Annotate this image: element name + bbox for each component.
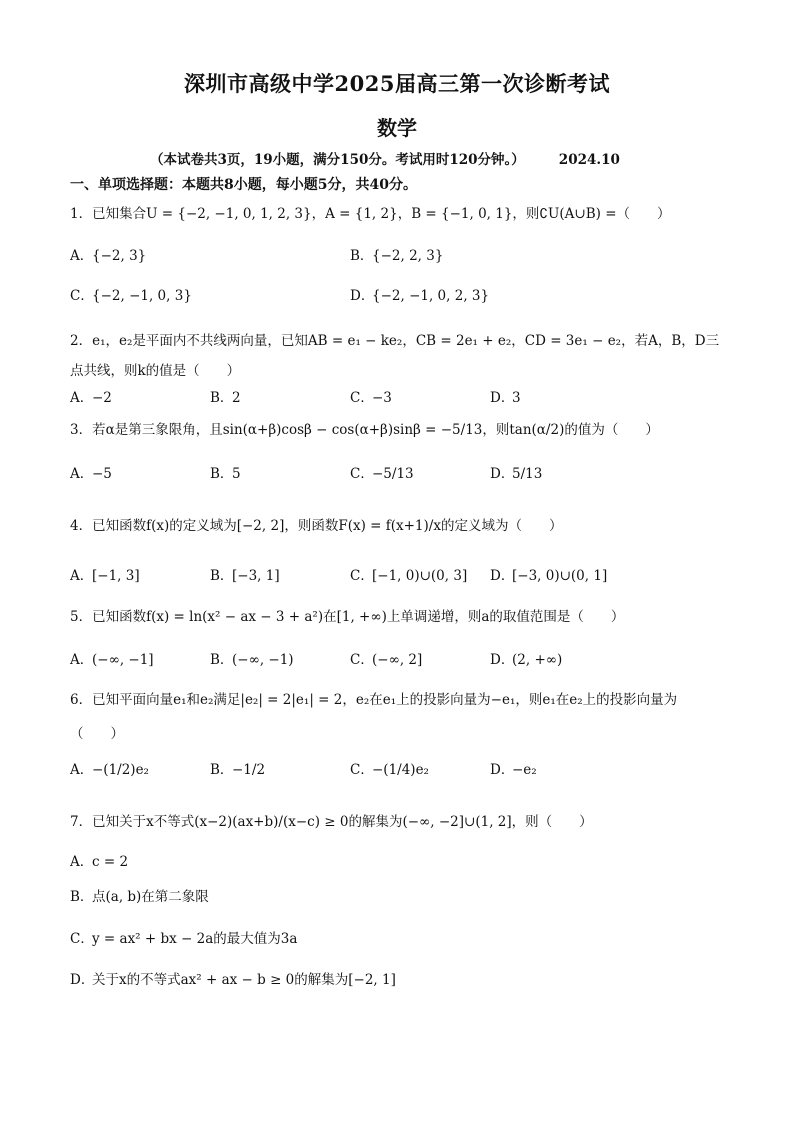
question-4-option-c <box>350 566 467 586</box>
question-3-option-a <box>70 464 112 484</box>
exam-title: 深圳市高级中学2025届高三第一次诊断考试 <box>184 71 610 96</box>
question-1-option-d <box>350 286 489 306</box>
option-label: D． <box>490 762 515 778</box>
section-heading: 一、单项选择题：本题共8小题，每小题5分，共40分。 <box>70 177 417 193</box>
question-2-option-c <box>350 388 392 408</box>
question-3-option-b <box>210 464 241 484</box>
option-text: [−3, 1] <box>232 568 280 584</box>
question-7-option-b <box>70 887 209 907</box>
option-label: A． <box>70 652 94 668</box>
option-text: (−∞, 2] <box>372 652 423 668</box>
question-3-stem: 3．若α是第三象限角，且sin(α+β)cosβ − cos(α+β)sinβ = −5/13，则tan(α/2)的值为（ ） <box>70 422 659 438</box>
option-text: 5/13 <box>512 466 543 482</box>
option-label: B． <box>70 889 94 905</box>
option-text: 关于x的不等式ax² + ax − b ≥ 0的解集为[−2, 1] <box>92 972 396 988</box>
option-label: C． <box>70 931 94 947</box>
option-label: B． <box>210 762 234 778</box>
question-5-option-c <box>350 650 422 670</box>
option-label: B． <box>210 466 234 482</box>
option-text: 5 <box>232 466 241 482</box>
option-text: {−2, −1, 0, 3} <box>92 288 192 304</box>
option-text: (−∞, −1) <box>232 652 294 668</box>
option-text: {−2, 3} <box>92 248 147 264</box>
option-text: {−2, −1, 0, 2, 3} <box>372 288 490 304</box>
option-text: 2 <box>232 390 241 406</box>
option-label: C． <box>70 288 94 304</box>
question-5-option-b <box>210 650 294 670</box>
option-text: −e₂ <box>512 762 537 778</box>
option-label: C． <box>350 762 374 778</box>
option-label: B． <box>210 652 234 668</box>
option-label: B． <box>210 568 234 584</box>
option-text: 点(a, b)在第二象限 <box>92 889 209 905</box>
option-label: C． <box>350 568 374 584</box>
option-label: D． <box>490 466 515 482</box>
question-1-stem: 1．已知集合U = {−2, −1, 0, 1, 2, 3}，A = {1, 2}，B = {−1, 0, 1}，则∁U(A∪B) =（ ） <box>70 206 671 222</box>
question-5-option-d <box>490 650 562 670</box>
option-text: −2 <box>92 390 112 406</box>
exam-date: 2024.10 <box>558 152 620 168</box>
question-7-option-d <box>70 970 396 990</box>
question-2-option-b <box>210 388 241 408</box>
option-label: A． <box>70 248 94 264</box>
question-3-option-c <box>350 464 414 484</box>
question-4-option-d <box>490 566 607 586</box>
question-6-option-c <box>350 760 429 780</box>
option-text: [−1, 3] <box>92 568 140 584</box>
exam-meta <box>150 148 620 168</box>
option-label: A． <box>70 466 94 482</box>
question-1-option-b <box>350 246 443 266</box>
question-2-option-d <box>490 388 521 408</box>
option-text: [−3, 0)∪(0, 1] <box>512 568 608 584</box>
option-text: −5 <box>92 466 112 482</box>
option-label: A． <box>70 854 94 870</box>
question-6-stem-cont: （ ） <box>70 726 124 742</box>
option-text: −3 <box>372 390 392 406</box>
option-text: −(1/4)e₂ <box>372 762 429 778</box>
question-4-option-a <box>70 566 140 586</box>
question-5-option-a <box>70 650 154 670</box>
question-6-option-a <box>70 760 149 780</box>
question-7-option-c <box>70 929 297 949</box>
question-3-option-d <box>490 464 542 484</box>
option-text: (−∞, −1] <box>92 652 154 668</box>
option-text: y = ax² + bx − 2a的最大值为3a <box>92 931 298 947</box>
option-label: D． <box>350 288 375 304</box>
option-label: A． <box>70 762 94 778</box>
option-label: C． <box>350 466 374 482</box>
question-2-stem: 2．e₁，e₂是平面内不共线两向量，已知AB = e₁ − ke₂，CB = 2e₁ + e₂，CD = 3e₁ − e₂，若A，B，D三 <box>70 333 720 349</box>
question-2-stem-cont: 点共线，则k的值是（ ） <box>70 363 241 379</box>
question-7-stem: 7．已知关于x不等式(x−2)(ax+b)/(x−c) ≥ 0的解集为(−∞, −2]∪(1, 2]，则（ ） <box>70 814 593 830</box>
question-2-option-a <box>70 388 112 408</box>
option-label: D． <box>490 568 515 584</box>
option-text: [−1, 0)∪(0, 3] <box>372 568 468 584</box>
option-text: −1/2 <box>232 762 266 778</box>
option-label: D． <box>490 652 515 668</box>
option-label: D． <box>490 390 515 406</box>
question-6-stem: 6．已知平面向量e₁和e₂满足|e₂| = 2|e₁| = 2，e₂在e₁上的投影向量为−e₁，则e₁在e₂上的投影向量为 <box>70 692 678 708</box>
option-label: B． <box>210 390 234 406</box>
option-label: C． <box>350 652 374 668</box>
question-1-option-c <box>70 286 192 306</box>
question-4-option-b <box>210 566 280 586</box>
question-5-stem: 5．已知函数f(x) = ln(x² − ax − 3 + a²)在[1, +∞)上单调递增，则a的取值范围是（ ） <box>70 609 625 625</box>
exam-subject: 数学 <box>377 116 417 140</box>
option-label: D． <box>70 972 95 988</box>
question-7-option-a <box>70 852 128 872</box>
question-6-option-b <box>210 760 265 780</box>
option-text: −(1/2)e₂ <box>92 762 149 778</box>
option-label: A． <box>70 568 94 584</box>
option-text: −5/13 <box>372 466 414 482</box>
option-label: A． <box>70 390 94 406</box>
option-text: {−2, 2, 3} <box>372 248 444 264</box>
option-label: C． <box>350 390 374 406</box>
option-text: c = 2 <box>92 854 129 870</box>
option-text: 3 <box>512 390 521 406</box>
option-text: (2, +∞) <box>512 652 563 668</box>
option-label: B． <box>350 248 374 264</box>
exam-note: （本试卷共3页，19小题，满分150分。考试用时120分钟。） <box>150 152 525 168</box>
question-4-stem: 4．已知函数f(x)的定义域为[−2, 2]，则函数F(x) = f(x+1)/x的定义域为（ ） <box>70 518 563 534</box>
question-6-option-d <box>490 760 537 780</box>
question-1-option-a <box>70 246 146 266</box>
